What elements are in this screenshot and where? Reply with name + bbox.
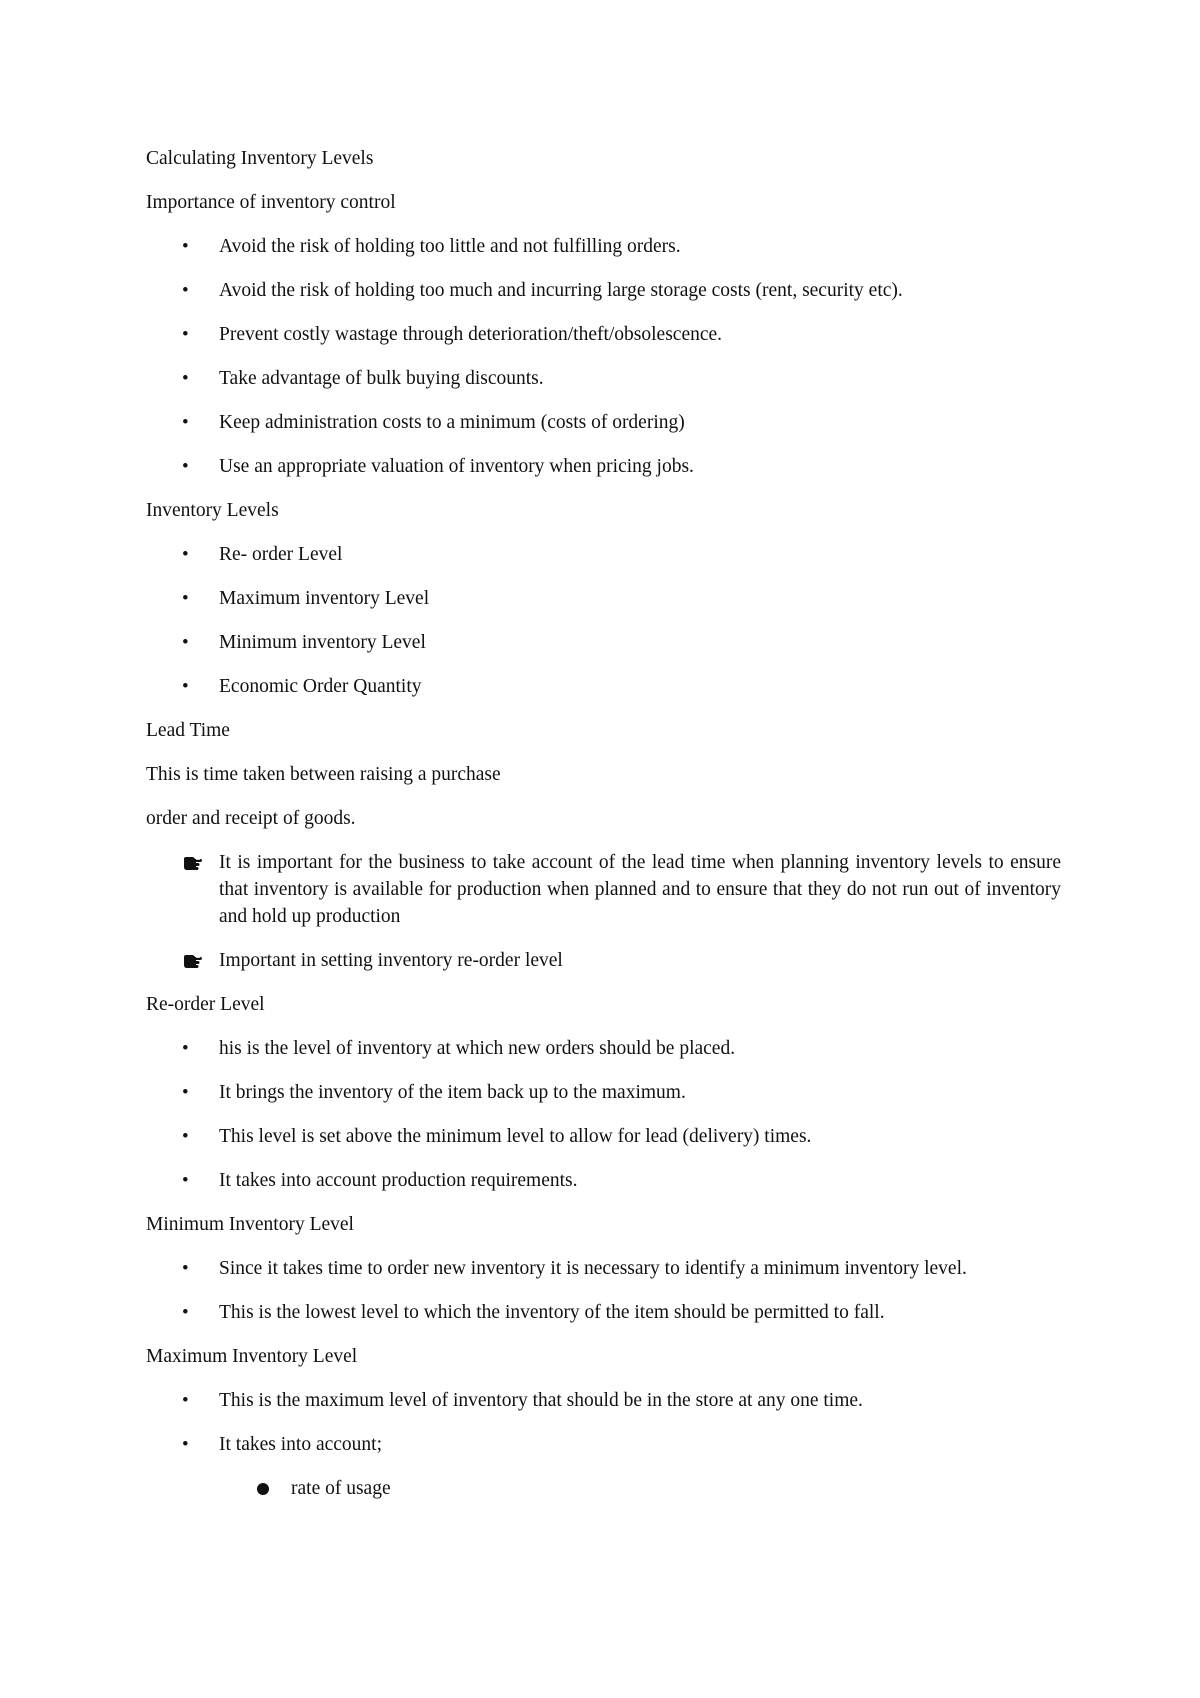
list-item-text: Keep administration costs to a minimum (costs of ordering) <box>219 412 685 433</box>
section-heading-maximum: Maximum Inventory Level <box>146 1346 358 1367</box>
list-item <box>146 849 1061 930</box>
list-item <box>146 1167 1061 1194</box>
bullet-icon <box>182 541 202 568</box>
bullet-icon <box>182 1035 202 1062</box>
bullet-icon <box>182 1079 202 1106</box>
list-item <box>146 1123 1061 1150</box>
bullet-icon <box>182 365 202 392</box>
list-item-text: his is the level of inventory at which new orders should be placed. <box>219 1038 736 1059</box>
list-item-text: Economic Order Quantity <box>219 676 422 697</box>
section-heading-minimum: Minimum Inventory Level <box>146 1214 354 1235</box>
section-heading-importance: Importance of inventory control <box>146 192 396 213</box>
minimum-list <box>146 1255 1061 1326</box>
bullet-icon <box>182 629 202 656</box>
list-item-text: Minimum inventory Level <box>219 632 426 653</box>
list-item-text: rate of usage <box>291 1478 391 1499</box>
list-item-text: It takes into account production requirements. <box>219 1170 578 1191</box>
list-item <box>146 541 1061 568</box>
list-item-text: Since it takes time to order new inventory it is necessary to identify a minimum inventory level. <box>219 1258 967 1279</box>
bullet-icon <box>182 1123 202 1150</box>
list-item-text: Avoid the risk of holding too much and incurring large storage costs (rent, security etc). <box>219 280 903 301</box>
list-item <box>146 1387 1061 1414</box>
bullet-icon <box>182 277 202 304</box>
levels-list <box>146 541 1061 700</box>
list-item <box>146 1255 1061 1282</box>
section-heading-levels: Inventory Levels <box>146 500 279 521</box>
bullet-icon <box>182 1167 202 1194</box>
list-item <box>146 1431 1061 1458</box>
bullet-icon <box>182 673 202 700</box>
pointing-hand-icon <box>183 954 203 970</box>
list-item-text: Re- order Level <box>219 544 343 565</box>
maximum-sub-list <box>146 1475 1061 1502</box>
list-item <box>146 673 1061 700</box>
document-title: Calculating Inventory Levels <box>146 148 374 169</box>
list-item <box>146 1079 1061 1106</box>
list-item <box>146 409 1061 436</box>
bullet-icon <box>182 1255 202 1282</box>
list-item-text: It brings the inventory of the item back up to the maximum. <box>219 1082 686 1103</box>
list-item <box>146 277 1061 304</box>
bullet-icon <box>182 585 202 612</box>
bullet-icon <box>182 1431 202 1458</box>
list-item-text: Important in setting inventory re-order level <box>219 950 563 971</box>
list-item-text: Avoid the risk of holding too little and not fulfilling orders. <box>219 236 681 257</box>
lead-time-text-line-2: order and receipt of goods. <box>146 808 356 829</box>
list-item-text: Prevent costly wastage through deterioration/theft/obsolescence. <box>219 324 723 345</box>
bullet-icon <box>182 1387 202 1414</box>
list-item-text: It takes into account; <box>219 1434 382 1455</box>
bullet-icon <box>182 233 202 260</box>
list-item-text: This is the lowest level to which the inventory of the item should be permitted to fall. <box>219 1302 885 1323</box>
bullet-icon <box>182 453 202 480</box>
maximum-list <box>146 1387 1061 1458</box>
list-item-text: Use an appropriate valuation of inventory when pricing jobs. <box>219 456 694 477</box>
reorder-list <box>146 1035 1061 1194</box>
section-heading-lead-time: Lead Time <box>146 720 230 741</box>
lead-time-list <box>146 849 1061 974</box>
bullet-icon <box>182 1299 202 1326</box>
list-item <box>146 585 1061 612</box>
list-item <box>146 453 1061 480</box>
document-page <box>146 145 1061 1519</box>
filled-circle-bullet-icon <box>257 1483 269 1495</box>
list-item <box>146 1035 1061 1062</box>
section-heading-reorder: Re-order Level <box>146 994 265 1015</box>
pointing-hand-icon <box>183 856 203 872</box>
list-item <box>146 947 1061 974</box>
list-item <box>146 1475 1061 1502</box>
list-item <box>146 233 1061 260</box>
bullet-icon <box>182 409 202 436</box>
list-item <box>146 365 1061 392</box>
list-item <box>146 1299 1061 1326</box>
list-item-text: Maximum inventory Level <box>219 588 430 609</box>
list-item <box>146 629 1061 656</box>
lead-time-text-line-1: This is time taken between raising a purchase <box>146 764 501 785</box>
list-item-text: It is important for the business to take account of the lead time when planning inventory levels to ensure that inventory is available for production when planned and to ensure that they do not run out of inventory and hold up production <box>219 852 1061 927</box>
bullet-icon <box>182 321 202 348</box>
list-item-text: This is the maximum level of inventory that should be in the store at any one time. <box>219 1390 863 1411</box>
importance-list <box>146 233 1061 480</box>
list-item-text: This level is set above the minimum level to allow for lead (delivery) times. <box>219 1126 812 1147</box>
list-item-text: Take advantage of bulk buying discounts. <box>219 368 544 389</box>
list-item <box>146 321 1061 348</box>
